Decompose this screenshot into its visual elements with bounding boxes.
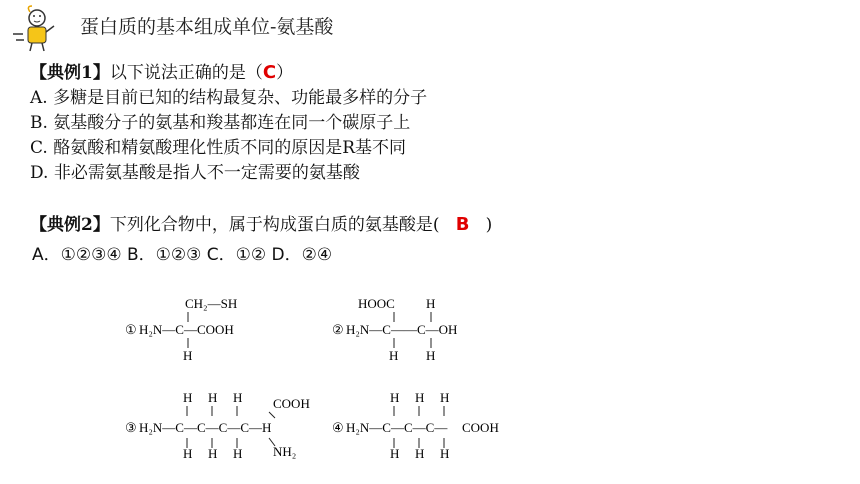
structure-3 bbox=[125, 386, 325, 466]
example1-option-b: B. 氨基酸分子的氨基和羧基都连在同一个碳原子上 bbox=[30, 113, 411, 133]
s2-top-h: H bbox=[426, 296, 436, 311]
s3-h-2-bottom: H bbox=[233, 446, 243, 461]
s3-cooh: COOH bbox=[273, 396, 310, 411]
s2-bottom-h-1: H bbox=[389, 348, 399, 363]
example2-options: A．①②③④ B．①②③ C．①② D．②④ bbox=[32, 245, 333, 265]
s4-number: ④ bbox=[332, 420, 344, 435]
s3-h-0-top: H bbox=[183, 390, 193, 405]
example1-option-c: C. 酪氨酸和精氨酸理化性质不同的原因是R基不同 bbox=[30, 138, 407, 158]
s4-h-0-bottom: H bbox=[390, 446, 400, 461]
s2-top-group: HOOC bbox=[358, 296, 395, 311]
example1-option-a: A. 多糖是目前已知的结构最复杂、功能最多样的分子 bbox=[30, 88, 428, 108]
s3-h-1-bottom: H bbox=[208, 446, 218, 461]
structure-1-cysteine bbox=[125, 292, 265, 364]
s4-h-2-bottom: H bbox=[440, 446, 450, 461]
example1-question bbox=[30, 61, 293, 85]
s1-bottom-h: H bbox=[183, 348, 193, 363]
structure-4 bbox=[332, 386, 532, 466]
example1-label: 【典例1】 bbox=[30, 63, 110, 83]
s4-amine: H₂N—C—C—C— bbox=[346, 420, 448, 435]
s1-main-chain: H₂N—C—COOH bbox=[139, 322, 234, 337]
s1-number: ① bbox=[125, 322, 137, 337]
s2-bottom-h-2: H bbox=[426, 348, 436, 363]
slide-title: 蛋白质的基本组成单位-氨基酸 bbox=[80, 16, 334, 38]
example2-question bbox=[30, 213, 492, 237]
s2-number: ② bbox=[332, 322, 344, 337]
thinking-mascot-icon bbox=[10, 4, 68, 52]
example1-option-d: D. 非必需氨基酸是指人不一定需要的氨基酸 bbox=[30, 163, 360, 183]
example2-question-text: 下列化合物中，属于构成蛋白质的氨基酸是( bbox=[109, 215, 440, 235]
s4-h-1-bottom: H bbox=[415, 446, 425, 461]
s4-cooh: COOH bbox=[462, 420, 499, 435]
structure-2 bbox=[332, 292, 482, 364]
s1-top-group: CH₂—SH bbox=[185, 296, 238, 311]
example1-answer: C bbox=[262, 62, 277, 83]
example2-answer: B bbox=[455, 214, 470, 235]
s3-number: ③ bbox=[125, 420, 137, 435]
s4-h-2-top: H bbox=[440, 390, 450, 405]
example2-question-close: ) bbox=[485, 215, 493, 235]
s3-amine: H₂N—C—C—C—C—H bbox=[139, 420, 272, 435]
s2-main-chain: H₂N—C——C—OH bbox=[346, 322, 458, 337]
s3-nh2: NH₂ bbox=[273, 444, 297, 459]
s4-h-1-top: H bbox=[415, 390, 425, 405]
s4-h-0-top: H bbox=[390, 390, 400, 405]
s3-h-2-top: H bbox=[233, 390, 243, 405]
example1-question-text: 以下说法正确的是（ bbox=[109, 63, 263, 83]
s3-h-1-top: H bbox=[208, 390, 218, 405]
example1-question-close: ） bbox=[276, 63, 294, 83]
s3-h-0-bottom: H bbox=[183, 446, 193, 461]
example2-label: 【典例2】 bbox=[30, 215, 110, 235]
